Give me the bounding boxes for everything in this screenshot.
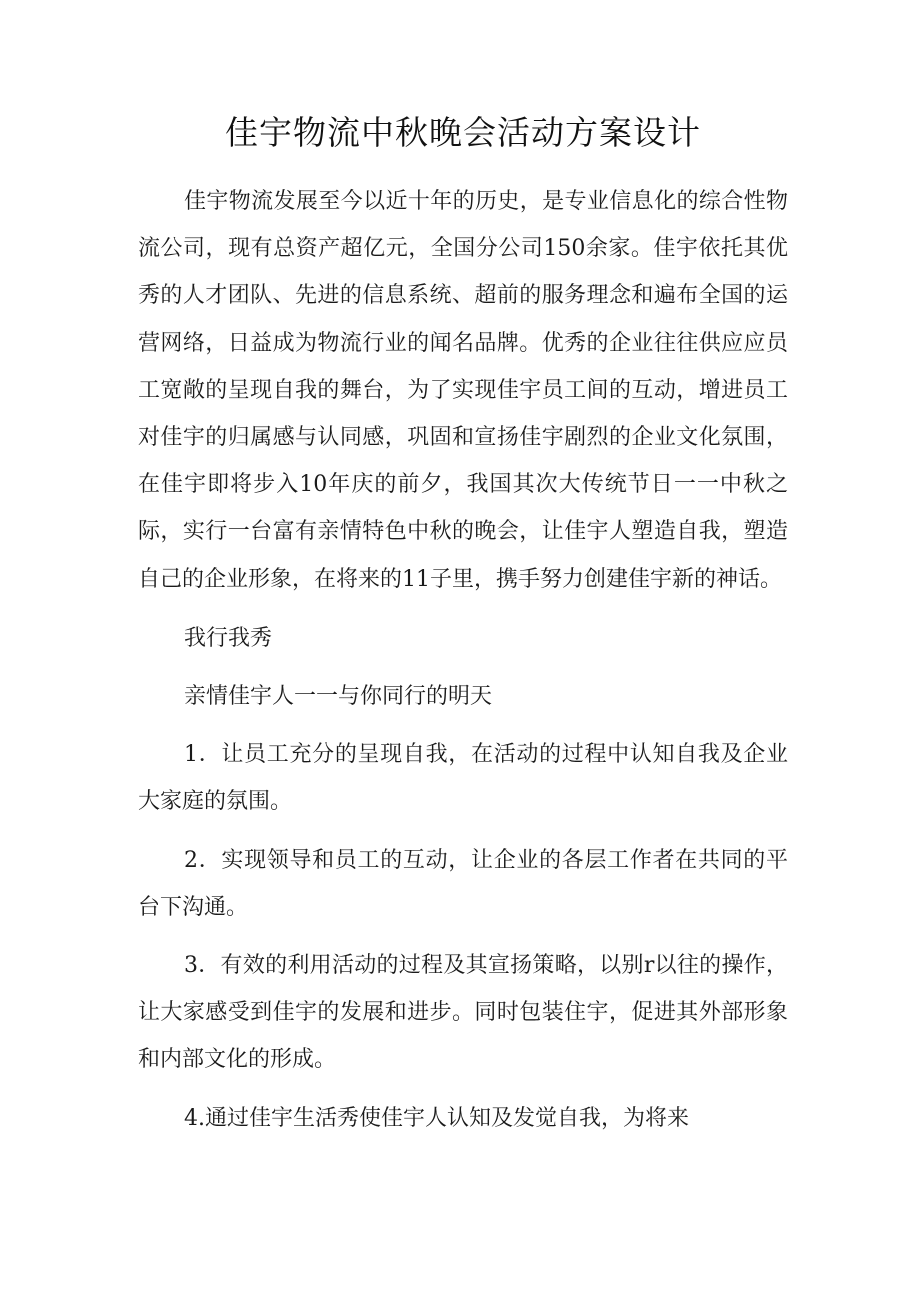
theme-line: 我行我秀 bbox=[184, 625, 273, 651]
goal-item-3: 3．有效的利用活动的过程及其宣扬策略，以别r以往的操作，让大家感受到佳宇的发展和进步。同时包装住宇，促进其外部形象和内部文化的形成。 bbox=[138, 953, 788, 1073]
document-title: 佳宇物流中秋晚会活动方案设计 bbox=[225, 113, 701, 152]
goal-item-1: 1．让员工充分的呈现自我，在活动的过程中认知自我及企业大家庭的氛围。 bbox=[138, 742, 788, 815]
goal-item-2: 2．实现领导和员工的互动，让企业的各层工作者在共同的平台下沟通。 bbox=[138, 847, 788, 920]
goal-item-4: 4.通过佳宇生活秀使佳宇人认知及发觉自我，为将来 bbox=[184, 1105, 689, 1131]
slogan-line: 亲情佳宇人一一与你同行的明天 bbox=[184, 684, 493, 710]
document-page bbox=[138, 108, 788, 1153]
intro-paragraph: 佳宇物流发展至今以近十年的历史，是专业信息化的综合性物流公司，现有总资产超亿元，全国分公司150余家。佳宇依托其优秀的人才团队、先进的信息系统、超前的服务理念和遍布全国的运营网络，日益成为物流行业的闻名品牌。优秀的企业往往供应应员工宽敞的呈现自我的舞台，为了实现佳宇员工间的互动，增进员工对佳宇的归属感与认同感，巩固和宣扬佳宇剧烈的企业文化氛围，在佳宇即将步入10年庆的前夕，我国其次大传统节日一一中秋之际，实行一台富有亲情特色中秋的晚会，让佳宇人塑造自我，塑造自己的企业形象，在将来的11子里，携手努力创建佳宇新的神话。 bbox=[138, 189, 788, 592]
